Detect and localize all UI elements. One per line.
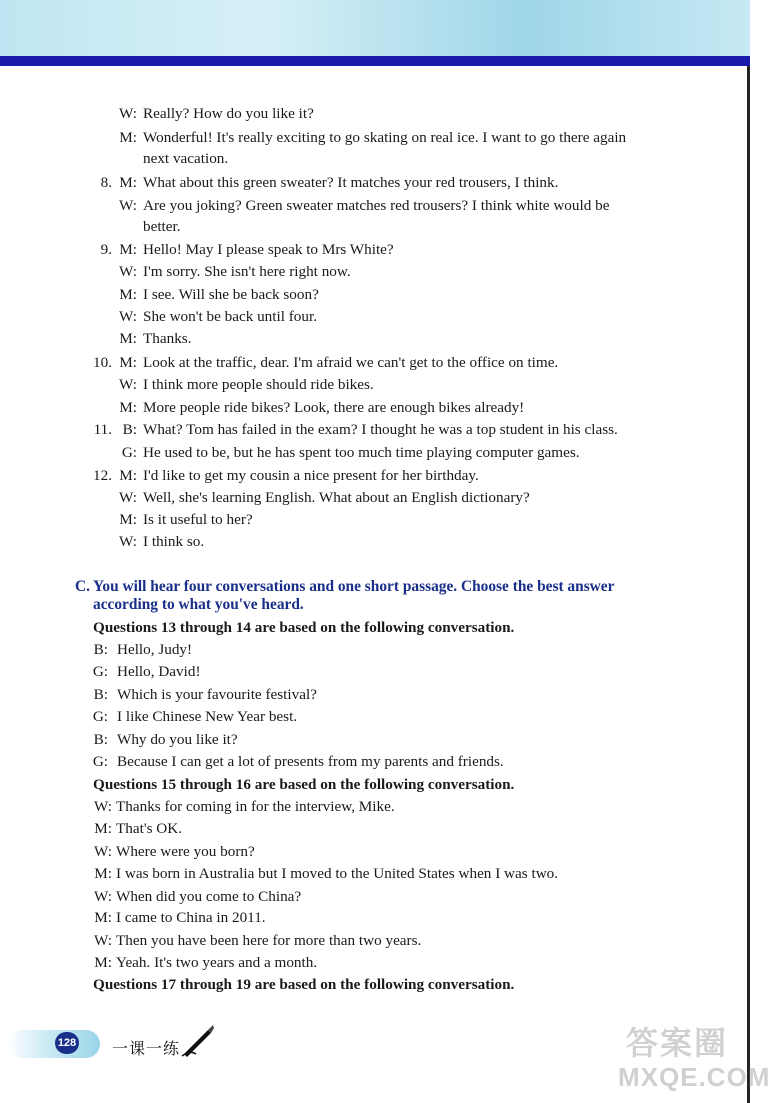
speaker-label: W: [119,263,137,280]
watermark-bottom-text: MXQE.COM [618,1062,770,1092]
item-number: 11. [93,421,112,438]
dialogue-text: I think more people should ride bikes. [143,376,374,393]
dialogue-text: More people ride bikes? Look, there are enough bikes already! [143,399,525,416]
speaker-label: M: [94,954,112,971]
speaker-label: W: [94,888,112,905]
page-number: 128 [55,1032,79,1054]
dialogue-text: Where were you born? [116,843,255,860]
dialogue-text: I see. Will she be back soon? [143,286,319,303]
dialogue-text: I'd like to get my cousin a nice present for her birthday. [143,467,479,484]
speaker-label: M: [119,354,137,371]
speaker-label: M: [94,865,112,882]
dialogue-text: Why do you like it? [117,731,238,748]
dialogue-text: When did you come to China? [116,888,302,905]
section-letter: C. [75,578,90,595]
dialogue-text: Hello! May I please speak to Mrs White? [143,241,394,258]
dialogue-text: I like Chinese New Year best. [117,708,298,725]
header-rule [0,56,750,66]
speaker-label: W: [94,798,112,815]
dialogue-text: He used to be, but he has spent too much time playing computer games. [143,444,580,461]
instruction-line-1: You will hear four conversations and one short passage. Choose the best answer [93,578,615,595]
dialogue-text: I think so. [143,533,205,550]
speaker-label: M: [119,467,137,484]
dialogue-text: Because I can get a lot of presents from my parents and friends. [117,753,504,770]
speaker-label: M: [119,129,137,146]
dialogue-text: Yeah. It's two years and a month. [116,954,318,971]
dialogue-text: I came to China in 2011. [116,909,266,926]
speaker-label: M: [119,241,137,258]
speaker-label: M: [119,330,137,347]
speaker-label: W: [119,533,137,550]
question-heading-15-16: Questions 15 through 16 are based on the following conversation. [93,776,515,793]
dialogue-text: Well, she's learning English. What about an English dictionary? [143,489,530,506]
speaker-label: B: [93,731,108,748]
speaker-label: M: [119,399,137,416]
dialogue-text: Which is your favourite festival? [117,686,317,703]
dialogue-text: Then you have been here for more than two years. [116,932,422,949]
item-number: 8. [100,174,112,191]
header-decorative-band [0,0,750,56]
speaker-label: M: [94,820,112,837]
instruction-line-2: according to what you've heard. [93,596,304,613]
dialogue-text: next vacation. [143,150,229,167]
speaker-label: W: [119,308,137,325]
speaker-label: W: [119,197,137,214]
dialogue-text: I was born in Australia but I moved to the United States when I was two. [116,865,559,882]
dialogue-text: Hello, Judy! [117,641,193,658]
question-heading-17-19: Questions 17 through 19 are based on the following conversation. [93,976,515,993]
dialogue-text: Thanks for coming in for the interview, Mike. [116,798,395,815]
dialogue-text: Hello, David! [117,663,201,680]
dialogue-text: Wonderful! It's really exciting to go skating on real ice. I want to go there again [143,129,627,146]
speaker-label: B: [93,641,108,658]
dialogue-text: better. [143,218,181,235]
speaker-label: G: [121,444,137,461]
item-number: 9. [100,241,112,258]
speaker-label: M: [119,286,137,303]
speaker-label: B: [122,421,137,438]
speaker-label: M: [119,511,137,528]
speaker-label: W: [94,932,112,949]
page-edge [747,66,750,1103]
watermark-top-text: 答案圈 [626,1025,729,1061]
dialogue-text: Thanks. [143,330,192,347]
dialogue-text: Is it useful to her? [143,511,253,528]
footer-brand: 一课一练 [112,1039,181,1058]
dialogue-text: Are you joking? Green sweater matches red trousers? I think white would be [143,197,610,214]
speaker-label: W: [94,843,112,860]
item-number: 10. [93,354,112,371]
question-heading-13-14: Questions 13 through 14 are based on the following conversation. [93,619,515,636]
speaker-label: W: [119,105,137,122]
dialogue-text: That's OK. [116,820,183,837]
speaker-label: W: [119,489,137,506]
speaker-label: G: [92,708,108,725]
speaker-label: G: [92,663,108,680]
speaker-label: G: [92,753,108,770]
dialogue-text: She won't be back until four. [143,308,317,325]
pen-icon [180,1024,214,1058]
dialogue-text: What? Tom has failed in the exam? I thought he was a top student in his class. [143,421,618,438]
dialogue-text: Really? How do you like it? [143,105,314,122]
speaker-label: W: [119,376,137,393]
dialogue-text: What about this green sweater? It matches your red trousers, I think. [143,174,559,191]
speaker-label: M: [94,909,112,926]
watermark-logo [618,1018,770,1100]
speaker-label: M: [119,174,137,191]
item-number: 12. [93,467,112,484]
footer-page-tab [8,1030,100,1058]
dialogue-text: Look at the traffic, dear. I'm afraid we can't get to the office on time. [143,354,559,371]
dialogue-text: I'm sorry. She isn't here right now. [143,263,351,280]
speaker-label: B: [93,686,108,703]
